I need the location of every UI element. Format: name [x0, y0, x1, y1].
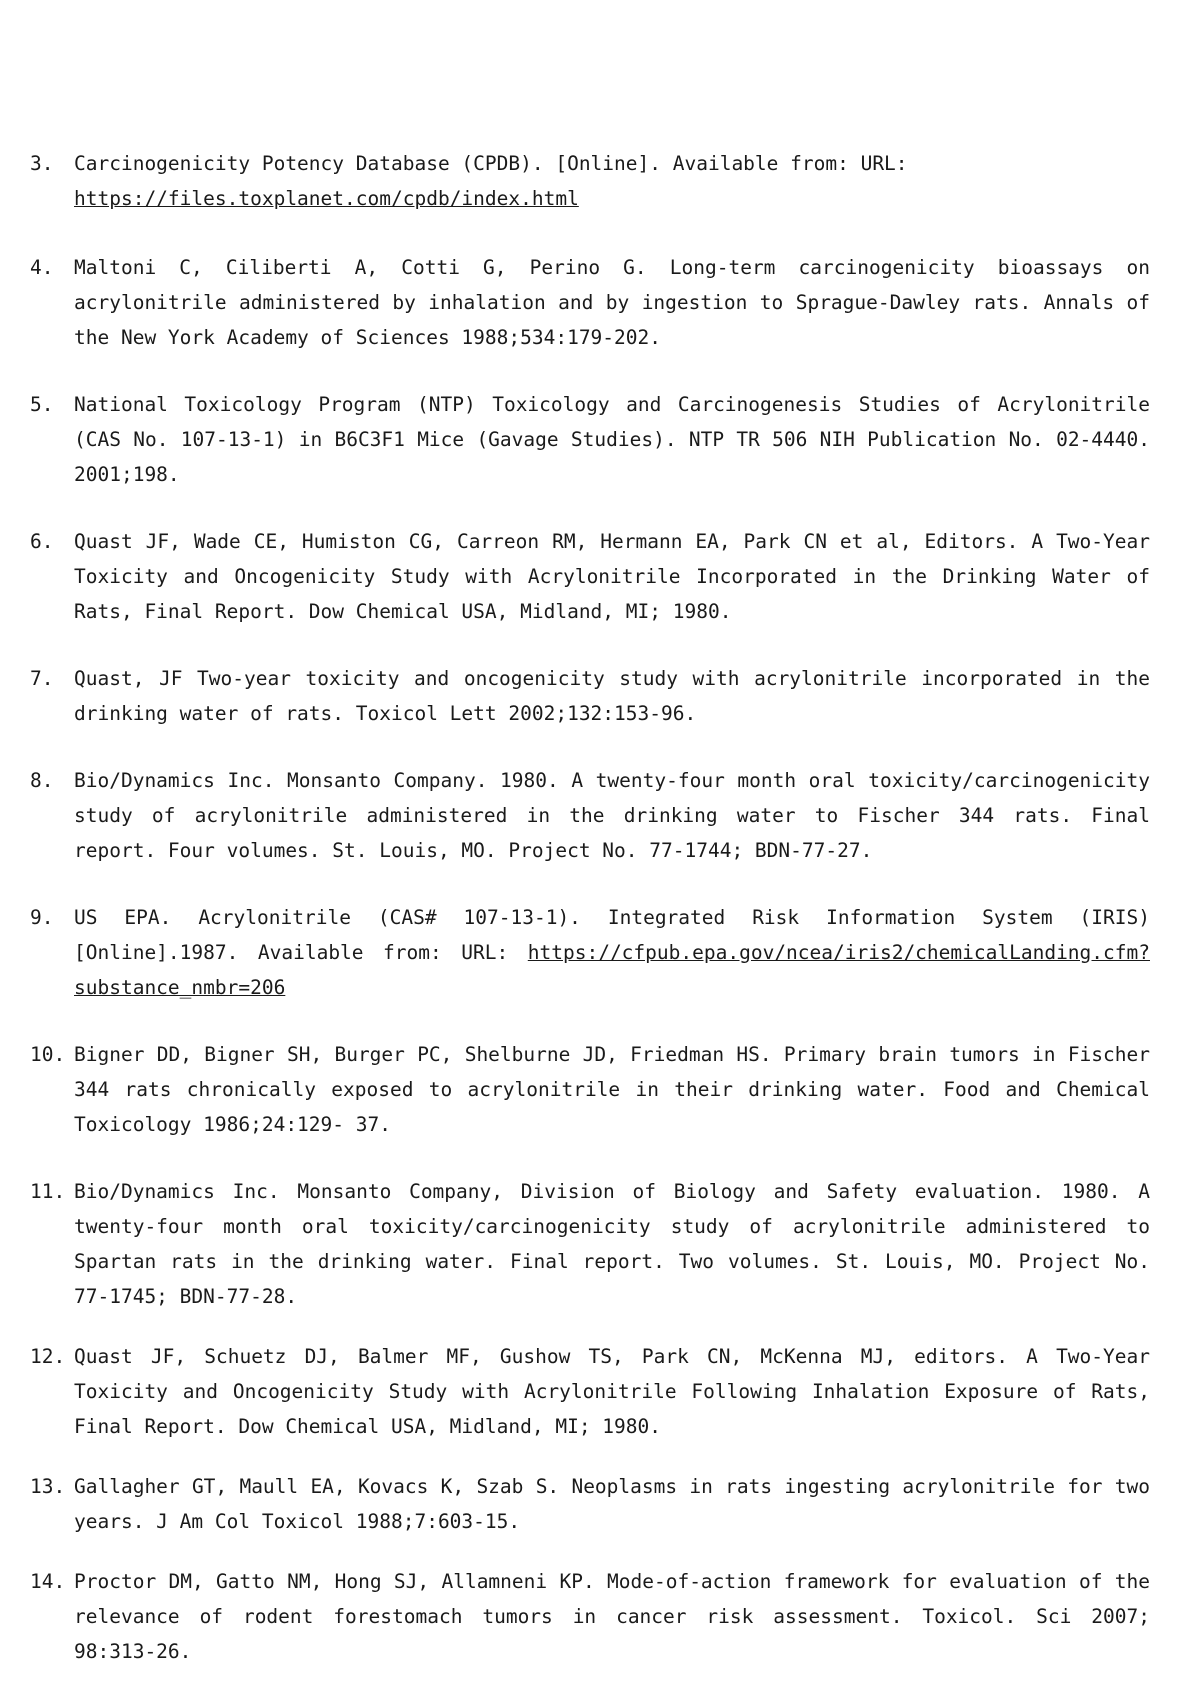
reference-text: Maltoni C, Ciliberti A, Cotti G, Perino G. Long-term carcinogenicity bioassays on acrylonitrile administered by inhalation and by ingestion to Sprague-Dawley rats. Annals of the New York Academy of Sciences 1988;534:179-202.	[74, 256, 1150, 349]
reference-number: 6.	[30, 530, 54, 553]
reference-item	[30, 1037, 1150, 1142]
reference-text: Bigner DD, Bigner SH, Burger PC, Shelburne JD, Friedman HS. Primary brain tumors in Fischer 344 rats chronically exposed to acrylonitrile in their drinking water. Food and Chemical Toxicology 1986;24:129- 37.	[74, 1043, 1150, 1136]
reference-item	[30, 387, 1150, 492]
reference-link[interactable]: https://files.toxplanet.com/cpdb/index.html	[74, 187, 579, 210]
reference-number: 11.	[30, 1180, 66, 1203]
reference-number: 3.	[30, 152, 54, 175]
reference-list	[30, 146, 1150, 1669]
reference-text: Proctor DM, Gatto NM, Hong SJ, Allamneni KP. Mode-of-action framework for evaluation of the relevance of rodent forestomach tumors in cancer risk assessment. Toxicol. Sci 2007; 98:313-26.	[74, 1570, 1150, 1663]
reference-item	[30, 1174, 1150, 1314]
reference-text: US EPA. Acrylonitrile (CAS# 107-13-1). Integrated Risk Information System (IRIS) [Online].1987. Available from: URL:	[74, 906, 1150, 964]
reference-item	[30, 1564, 1150, 1669]
reference-link[interactable]: https://cfpub.epa.gov/ncea/iris2/chemicalLanding.cfm?substance_nmbr=206	[74, 941, 1150, 999]
reference-text: Quast, JF Two-year toxicity and oncogenicity study with acrylonitrile incorporated in the drinking water of rats. Toxicol Lett 2002;132:153-96.	[74, 667, 1150, 725]
reference-item	[30, 661, 1150, 731]
reference-text: Gallagher GT, Maull EA, Kovacs K, Szab S. Neoplasms in rats ingesting acrylonitrile for two years. J Am Col Toxicol 1988;7:603-15.	[74, 1475, 1150, 1533]
reference-number: 10.	[30, 1043, 66, 1066]
reference-item	[30, 763, 1150, 868]
reference-number: 14.	[30, 1570, 66, 1593]
reference-text: Bio/Dynamics Inc. Monsanto Company, Division of Biology and Safety evaluation. 1980. A twenty-four month oral toxicity/carcinogenicity study of acrylonitrile administered to Spartan rats in the drinking water. Final report. Two volumes. St. Louis, MO. Project No. 77-1745; BDN-77-28.	[74, 1180, 1150, 1308]
reference-number: 13.	[30, 1475, 66, 1498]
reference-text: Bio/Dynamics Inc. Monsanto Company. 1980. A twenty-four month oral toxicity/carcinogenicity study of acrylonitrile administered in the drinking water to Fischer 344 rats. Final report. Four volumes. St. Louis, MO. Project No. 77-1744; BDN-77-27.	[74, 769, 1150, 862]
reference-number: 7.	[30, 667, 54, 690]
reference-item	[30, 1339, 1150, 1444]
reference-number: 8.	[30, 769, 54, 792]
reference-item	[30, 250, 1150, 355]
reference-text: Quast JF, Schuetz DJ, Balmer MF, Gushow TS, Park CN, McKenna MJ, editors. A Two-Year Toxicity and Oncogenicity Study with Acrylonitrile Following Inhalation Exposure of Rats, Final Report. Dow Chemical USA, Midland, MI; 1980.	[74, 1345, 1150, 1438]
reference-number: 9.	[30, 906, 54, 929]
reference-number: 4.	[30, 256, 54, 279]
reference-item	[30, 1469, 1150, 1539]
reference-text: National Toxicology Program (NTP) Toxicology and Carcinogenesis Studies of Acrylonitrile (CAS No. 107-13-1) in B6C3F1 Mice (Gavage Studies). NTP TR 506 NIH Publication No. 02-4440. 2001;198.	[74, 393, 1150, 486]
reference-item	[30, 900, 1150, 1005]
reference-number: 12.	[30, 1345, 66, 1368]
reference-number: 5.	[30, 393, 54, 416]
reference-text: Quast JF, Wade CE, Humiston CG, Carreon RM, Hermann EA, Park CN et al, Editors. A Two-Year Toxicity and Oncogenicity Study with Acrylonitrile Incorporated in the Drinking Water of Rats, Final Report. Dow Chemical USA, Midland, MI; 1980.	[74, 530, 1150, 623]
reference-item	[30, 524, 1150, 629]
reference-text: Carcinogenicity Potency Database (CPDB). [Online]. Available from: URL:	[74, 152, 908, 175]
reference-item	[30, 146, 1150, 216]
